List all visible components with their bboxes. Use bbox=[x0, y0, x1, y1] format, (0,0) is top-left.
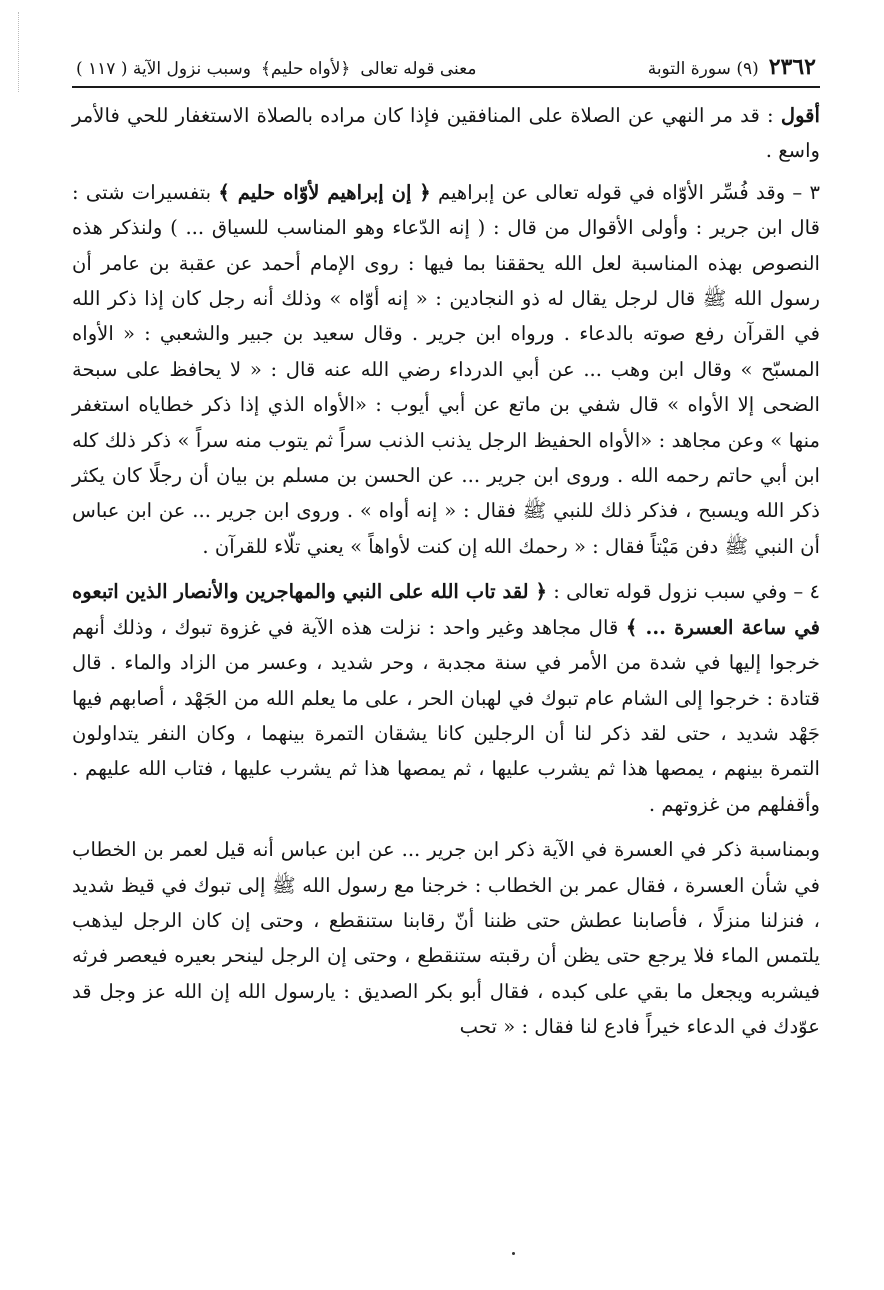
header-title-before: معنى قوله تعالى bbox=[360, 59, 477, 79]
scan-edge-mark bbox=[18, 12, 20, 92]
paragraph-1-text: : قد مر النهي عن الصلاة على المنافقين فإذا كان مراده بالصلاة الاستغفار للحي فالأمر واسع . bbox=[72, 104, 820, 163]
paragraph-3-text: قال مجاهد وغير واحد : نزلت هذه الآية في غزوة تبوك ، وذلك أنهم خرجوا إليها في شدة من الأمر في سنة مجدبة ، وحر شديد ، وعسر من الزاد والماء . قال قتادة : خرجوا إلى الشام عام تبوك في لهبان الحر ، على ما يعلم الله من الجَهْد ، أصابهم فيها جَهْد شديد ، حتى لقد ذكر لنا أن الرجلين كانا يشقان التمرة بينهما ، وكان النفر يتداولون التمرة بينهم ، يمصها هذا ثم يشرب عليها ، ثم يمصها هذا ثم يشرب عليها ، فتاب الله عليهم . وأقفلهم من غزوتهم . bbox=[72, 615, 820, 816]
sura-name: (٩) سورة التوبة bbox=[647, 59, 759, 79]
header-left-group bbox=[76, 54, 476, 84]
paragraph-4-text: وبمناسبة ذكر في العسرة في الآية ذكر ابن جرير ... عن ابن عباس أنه قيل لعمر بن الخطاب في شأن العسرة ، فقال عمر بن الخطاب : خرجنا مع رسول الله ﷺ إلى تبوك في قيظ شديد ، فنزلنا منزلًا ، فأصابنا عطش حتى ظننا أنّ رقابنا ستنقطع ، وحتى إن كان الرجل ليذهب يلتمس الماء فلا يرجع حتى يظن أن رقبته ستنقطع ، وحتى إن الرجل لينحر بعيره فيعصر فرثه فيشربه ويجعل ما بقي على كبده ، فقال أبو بكر الصديق : يارسول الله إن الله عز وجل قد عوّدك في الدعاء خيراً فادع لنا فقال : « تحب bbox=[72, 838, 820, 1039]
paragraph-1 bbox=[72, 98, 820, 169]
paragraph-3 bbox=[72, 574, 820, 822]
header-quote-close: ﴾ bbox=[260, 59, 271, 79]
header-quote-text: لأواه حليم bbox=[270, 59, 341, 79]
paragraph-2-verse: ﴿ إن إبراهيم لأوّاه حليم ﴾ bbox=[218, 180, 431, 204]
paragraph-3-verse: ﴿ لقد تاب الله على النبي والمهاجرين والأنصار الذين اتبعوه في ساعة العسرة ... ﴾ bbox=[72, 580, 820, 639]
paragraph-3-intro: ٤ – وفي سبب نزول قوله تعالى : bbox=[547, 580, 820, 604]
paragraph-2-intro: ٣ – وقد فُسِّر الأوّاه في قوله تعالى عن إبراهيم bbox=[430, 180, 820, 204]
running-header bbox=[72, 52, 820, 84]
header-title-after: وسبب نزول الآية ( ١١٧ ) bbox=[76, 59, 251, 79]
paragraph-2 bbox=[72, 175, 820, 564]
scan-speck bbox=[512, 1252, 515, 1255]
body-text bbox=[72, 98, 820, 1045]
paragraph-2-text: بتفسيرات شتى : قال ابن جرير : وأولى الأقوال من قال : ( إنه الدّعاء وهو المناسب للسياق ... ) ولنذكر هذه النصوص بهذه المناسبة لعل الله يحققنا بما فيها : روى الإمام أحمد عن عقبة بن عامر أن رسول الله ﷺ قال لرجل يقال له ذو النجادين : « إنه أوّاه » وذلك أنه رجل كان إذا ذكر الله في القرآن رفع صوته بالدعاء . ورواه ابن جرير . وقال سعيد بن جبير والشعبي : « الأواه المسبّح » وقال ابن وهب ... عن أبي الدرداء رضي الله عنه قال : « لا يحافظ على سبحة الضحى إلا الأواه » قال شفي بن ماتع عن أبي أيوب : «الأواه الذي إذا ذكر خطاياه استغفر منها » وعن مجاهد : «الأواه الحفيظ الرجل يذنب الذنب سراً ثم يتوب منه سراً » ذكر ذلك كله ابن أبي حاتم رحمه الله . وروى ابن جرير ... عن الحسن بن مسلم بن بيان أن رجلًا كان يكثر ذكر الله ويسبح ، فذكر ذلك للنبي ﷺ فقال : « إنه أواه » . وروى ابن جرير ... عن ابن عباس أن النبي ﷺ دفن مَيْتاً فقال : « رحمك الله إن كنت لأواهاً » يعني تلّاء للقرآن . bbox=[72, 180, 820, 558]
paragraph-1-term: أقول bbox=[780, 104, 820, 127]
header-rule bbox=[72, 86, 820, 88]
paragraph-4 bbox=[72, 832, 820, 1044]
book-page bbox=[72, 52, 820, 1272]
header-quote-open: ﴿ bbox=[340, 59, 351, 79]
header-quote bbox=[261, 54, 350, 84]
header-right-group bbox=[648, 52, 816, 84]
page-number: ٢٣٦٢ bbox=[768, 54, 816, 80]
